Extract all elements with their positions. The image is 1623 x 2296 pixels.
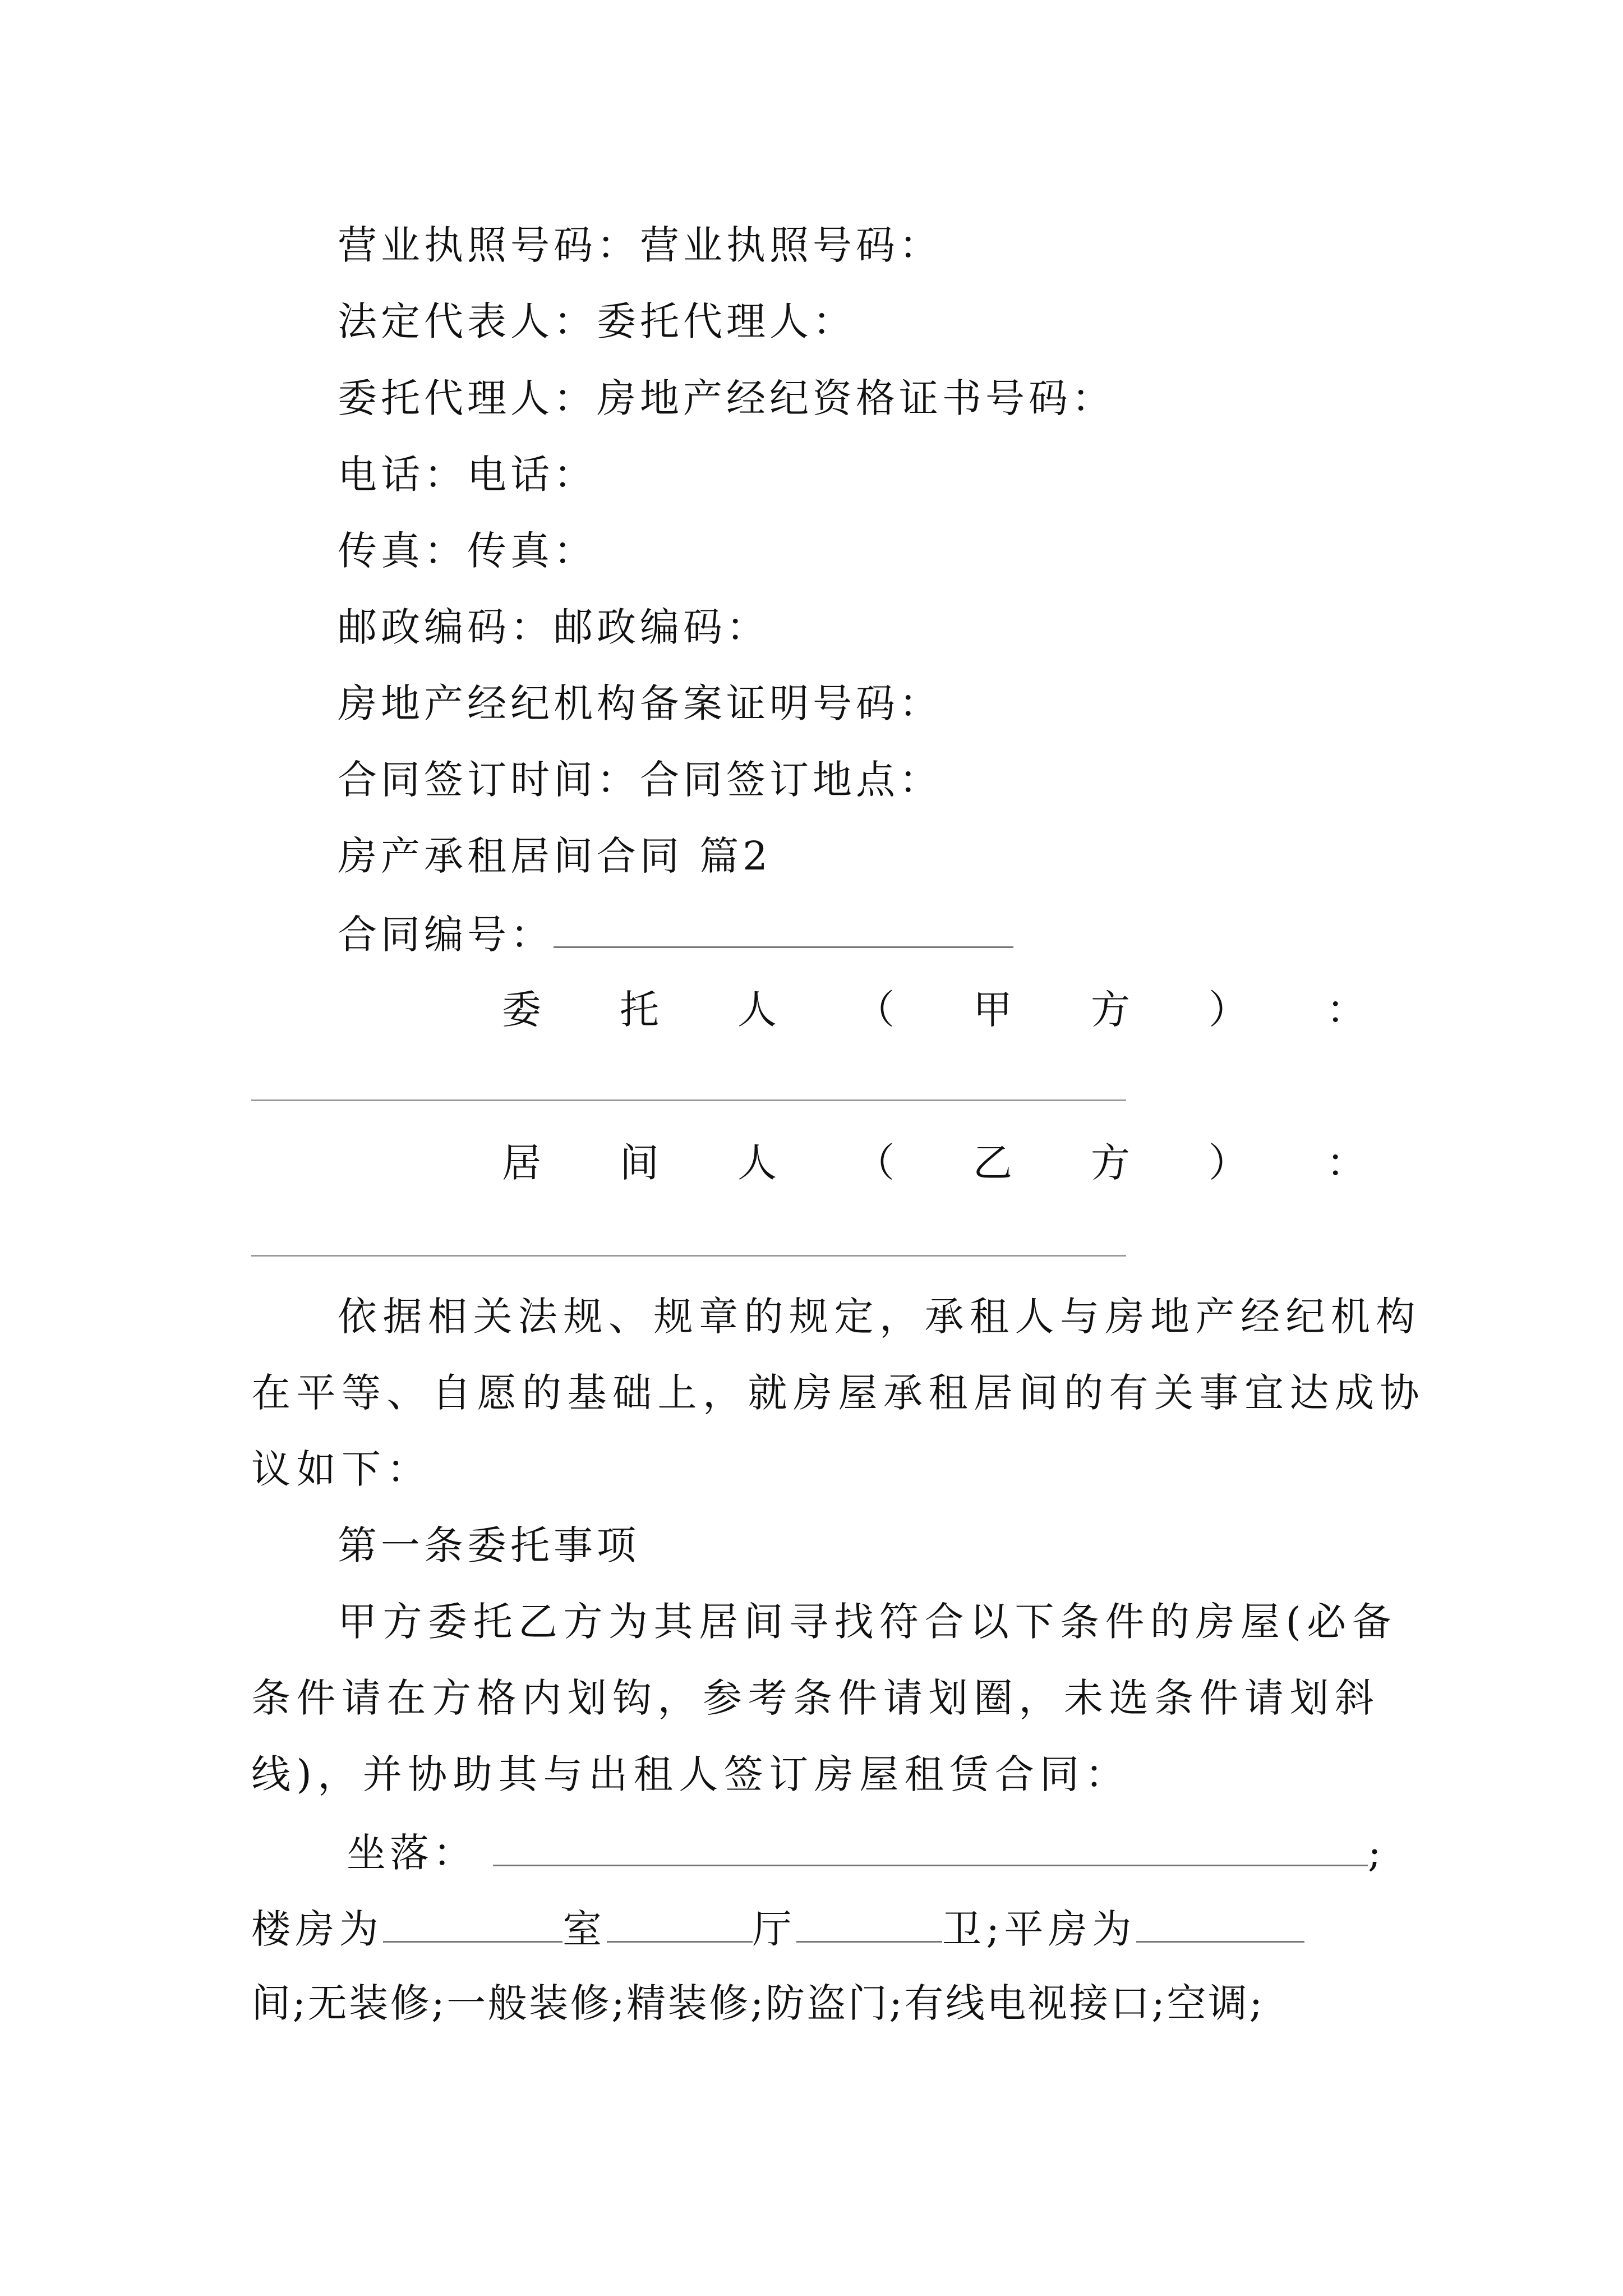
rooms-blank-bungalow: [1136, 1907, 1304, 1943]
rooms-line: [251, 1906, 1304, 1952]
text-line-phone: 电话：电话：: [338, 452, 597, 498]
contract-number-label: 合同编号：: [338, 912, 554, 958]
features-line: 间;无装修;一般装修;精装修;防盗门;有线电视接口;空调;: [251, 1980, 1265, 2026]
party-b-char: 人: [737, 1140, 777, 1186]
rooms-label-bath-bungalow: 卫;平房为: [942, 1906, 1136, 1952]
intro-paragraph-line-2: 在平等、自愿的基础上，就房屋承租居间的有关事宜达成协: [251, 1370, 1425, 1416]
party-a-char: 委: [502, 987, 541, 1033]
party-a-char: 方: [1091, 987, 1130, 1033]
party-a-char: （: [855, 987, 895, 1033]
party-a-char: ：: [1326, 987, 1366, 1033]
party-b-heading: [502, 1140, 1366, 1186]
location-line: [347, 1830, 1385, 1876]
article-1-line-2: 条件请在方格内划钩，参考条件请划圈，未选条件请划斜: [251, 1675, 1380, 1721]
contract-number-line: [338, 912, 1013, 958]
party-b-char: 居: [502, 1140, 541, 1186]
rooms-label-room: 室: [562, 1906, 607, 1952]
rooms-blank-bath: [796, 1907, 942, 1943]
article-1-line-3: 线)，并协助其与出租人签订房屋租赁合同：: [251, 1751, 1131, 1797]
party-b-char: 方: [1091, 1140, 1130, 1186]
text-line-signing-time-place: 合同签订时间：合同签订地点：: [338, 757, 942, 803]
contract-number-blank: [554, 913, 1013, 948]
text-line-legal-representative: 法定代表人：委托代理人：: [338, 298, 856, 344]
rooms-blank-room: [383, 1907, 562, 1943]
text-line-fax: 传真：传真：: [338, 528, 597, 574]
party-a-char: 托: [620, 987, 659, 1033]
text-line-postal-code: 邮政编码：邮政编码：: [338, 604, 769, 650]
rooms-label-hall: 厅: [752, 1906, 797, 1952]
party-b-char: 乙: [973, 1140, 1012, 1186]
party-b-char: ：: [1326, 1140, 1366, 1186]
party-b-char: 间: [620, 1140, 659, 1186]
section-heading: 房产承租居间合同 篇2: [338, 833, 772, 879]
article-1-line-1: 甲方委托乙方为其居间寻找符合以下条件的房屋(必备: [338, 1599, 1398, 1645]
text-line-business-license: 营业执照号码：营业执照号码：: [338, 222, 942, 268]
party-a-heading: [502, 987, 1366, 1033]
party-a-blank: [251, 1099, 1126, 1101]
intro-paragraph-line-1: 依据相关法规、规章的规定，承租人与房地产经纪机构: [338, 1294, 1421, 1340]
rooms-blank-hall: [607, 1907, 753, 1943]
intro-paragraph-line-3: 议如下：: [251, 1446, 432, 1492]
party-a-char: ）: [1209, 987, 1248, 1033]
party-a-char: 人: [737, 987, 777, 1033]
rooms-label-building: 楼房为: [251, 1906, 384, 1952]
party-b-blank: [251, 1255, 1126, 1257]
article-1-title: 第一条委托事项: [338, 1522, 640, 1568]
location-label: 坐落：: [347, 1830, 476, 1876]
party-b-char: （: [855, 1140, 895, 1186]
text-line-agent-certificate: 委托代理人：房地产经纪资格证书号码：: [338, 375, 1115, 421]
location-blank: [493, 1831, 1368, 1866]
party-b-char: ）: [1209, 1140, 1248, 1186]
party-a-char: 甲: [973, 987, 1012, 1033]
location-end: ;: [1368, 1830, 1385, 1876]
text-line-agency-record: 房地产经纪机构备案证明号码：: [338, 680, 942, 726]
